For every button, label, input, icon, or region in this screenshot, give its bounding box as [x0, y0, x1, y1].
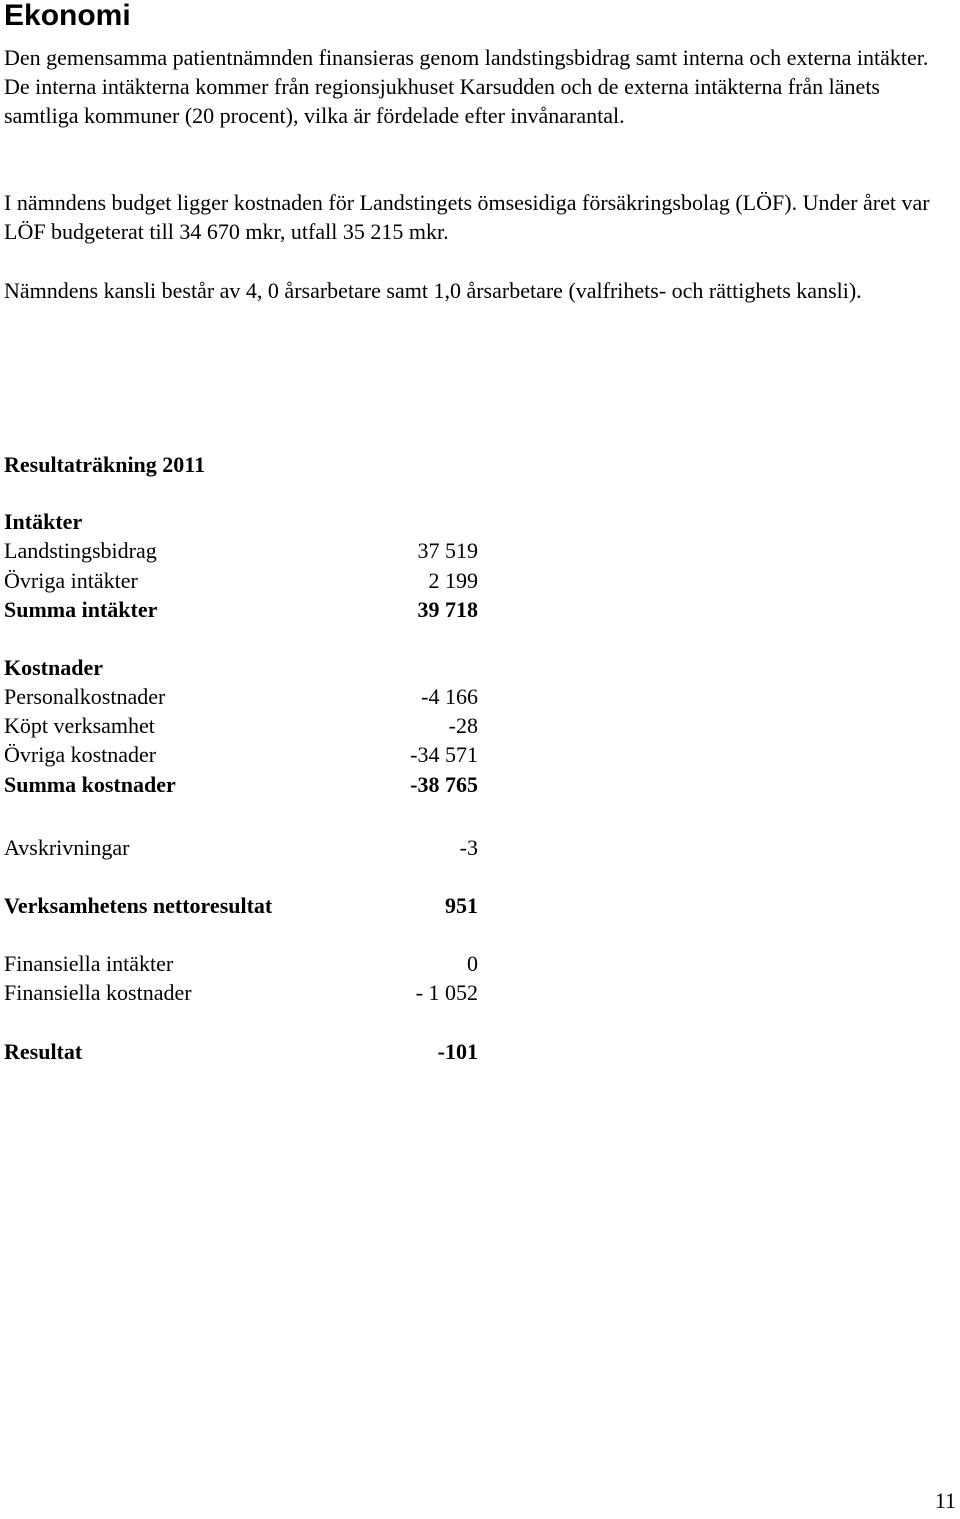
costs-total-row — [4, 770, 478, 799]
row-label: Landstingsbidrag — [4, 538, 157, 563]
depreciation-row — [4, 833, 478, 862]
cost-row — [4, 682, 478, 711]
page-number: 11 — [934, 1488, 956, 1513]
row-label: Resultat — [4, 1039, 83, 1064]
row-label: Finansiella intäkter — [4, 951, 174, 976]
income-section-header — [4, 507, 478, 536]
row-label: Avskrivningar — [4, 835, 130, 860]
row-value: 0 — [467, 951, 478, 976]
row-value: 39 718 — [417, 597, 478, 622]
row-value: 951 — [445, 893, 478, 918]
costs-section-header — [4, 653, 478, 682]
net-operating-result-row — [4, 891, 478, 920]
row-label: Summa intäkter — [4, 597, 158, 622]
row-label: Finansiella kostnader — [4, 980, 192, 1005]
result-row — [4, 1037, 478, 1066]
income-row — [4, 536, 478, 565]
paragraph-lof-budget: I nämndens budget ligger kostnaden för Landstingets ömsesidiga försäkringsbolag (LÖF). Under året var LÖF budgeterat till 34 670 mkr, utfall 35 215 mkr. — [4, 190, 930, 244]
income-statement-title: Resultaträkning 2011 — [4, 452, 206, 477]
paragraph-financing: Den gemensamma patientnämnden finansieras genom landstingsbidrag samt interna och externa intäkter. De interna intäkterna kommer från regionsjukhuset Karsudden och de externa intäkterna från länets samtliga kommuner (20 procent), vilka är fördelade efter invånarantal. — [4, 45, 929, 128]
row-value: -4 166 — [421, 684, 478, 709]
income-row — [4, 566, 478, 595]
income-total-row — [4, 595, 478, 624]
row-label: Övriga kostnader — [4, 742, 157, 767]
cost-row — [4, 740, 478, 769]
row-label: Köpt verksamhet — [4, 713, 155, 738]
row-label: Intäkter — [4, 509, 83, 534]
cost-row — [4, 711, 478, 740]
row-value: -38 765 — [410, 772, 478, 797]
row-value: - 1 052 — [415, 980, 478, 1005]
row-label: Summa kostnader — [4, 772, 176, 797]
row-label: Personalkostnader — [4, 684, 166, 709]
row-value: -3 — [459, 835, 478, 860]
paragraph-staffing: Nämndens kansli består av 4, 0 årsarbetare samt 1,0 årsarbetare (valfrihets- och rättighets kansli). — [4, 278, 862, 303]
row-label: Övriga intäkter — [4, 568, 138, 593]
financial-row — [4, 949, 478, 978]
row-value: 37 519 — [417, 538, 478, 563]
financial-row — [4, 978, 478, 1007]
row-label: Verksamhetens nettoresultat — [4, 893, 273, 918]
section-heading: Ekonomi — [4, 0, 131, 32]
row-value: -34 571 — [410, 742, 478, 767]
row-value: 2 199 — [428, 568, 478, 593]
row-value: -101 — [437, 1039, 478, 1064]
row-label: Kostnader — [4, 655, 103, 680]
row-value: -28 — [448, 713, 478, 738]
